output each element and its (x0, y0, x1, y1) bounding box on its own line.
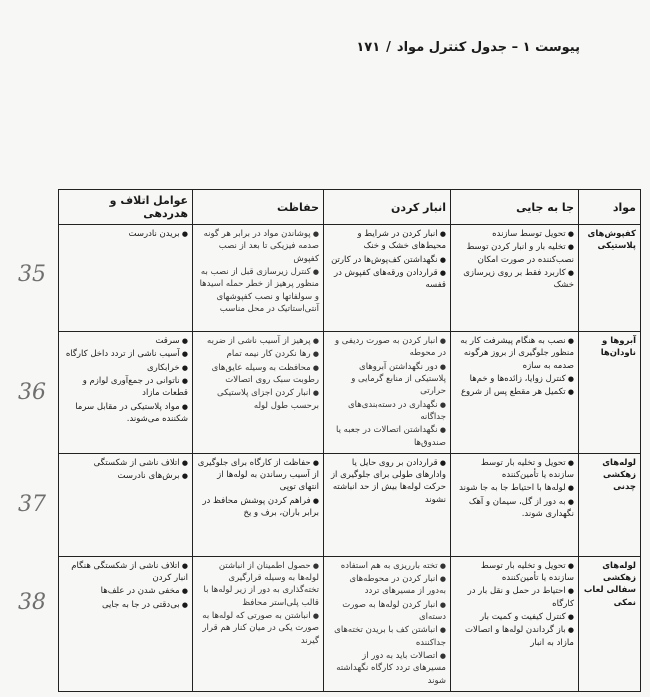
list-item: ● اتلاف ناشی از شکستگی (63, 457, 188, 469)
storage-list (328, 335, 446, 449)
material-cell: لوله‌های زهکشی چدنی (579, 453, 641, 556)
protection-cell (193, 453, 324, 556)
header-material: مواد (579, 190, 641, 225)
storage-cell (324, 556, 451, 691)
protection-list (197, 457, 319, 520)
list-item: ● انبار کردن به صورت ردیفی و در محوطه (328, 335, 446, 360)
header-placement: جا به جایی (451, 190, 579, 225)
list-item: ● مواد پلاستیکی در مقابل سرما شکننده می‌شوند. (63, 401, 188, 426)
material-control-table (58, 189, 641, 692)
list-item: ● مخفی شدن در علف‌ها (63, 585, 188, 597)
storage-list (328, 228, 446, 292)
placement-cell (451, 453, 579, 556)
list-item: ● انبار کردن لوله‌ها به صورت دسته‌ای (328, 599, 446, 624)
table-row (59, 332, 641, 454)
protection-cell (193, 556, 324, 691)
list-item: ● تحویل توسط سازنده (455, 228, 574, 240)
waste-cell (59, 453, 193, 556)
storage-cell (324, 332, 451, 454)
storage-cell (324, 453, 451, 556)
protection-list (197, 228, 319, 315)
margin-note: 36 (18, 380, 46, 405)
list-item: ● به دور از گل، سیمان و آهک نگهداری شوند. (455, 496, 574, 521)
list-item: ● محافظت به وسیله عایق‌های رطوبت سبک روی اتصالات (197, 362, 319, 387)
list-item: ● فراهم کردن پوشش محافظ در برابر باران، برف و یخ (197, 495, 319, 520)
waste-list (63, 335, 188, 425)
waste-cell (59, 225, 193, 332)
margin-note: 37 (18, 492, 46, 517)
protection-list (197, 335, 319, 412)
list-item: ● انبار کردن اجزای پلاستیکی برحسب طول لوله (197, 387, 319, 412)
material-cell: کفپوش‌های پلاستیکی (579, 225, 641, 332)
table-row (59, 225, 641, 332)
waste-list (63, 457, 188, 483)
margin-note: 35 (18, 262, 46, 287)
protection-cell (193, 225, 324, 332)
margin-note: 38 (18, 590, 46, 615)
storage-list (328, 457, 446, 506)
list-item: ● پرهیز از آسیب ناشی از ضربه (197, 335, 319, 347)
list-item: ● بی‌دقتی در جا به جایی (63, 599, 188, 611)
waste-cell (59, 556, 193, 691)
list-item: ● تخته بارریزی به هم استفاده (328, 560, 446, 572)
header-protection: حفاظت (193, 190, 324, 225)
list-item: ● رها نکردن کار نیمه تمام (197, 348, 319, 360)
list-item: ● نگهداشتن کف‌پوش‌ها در کارتن (328, 254, 446, 266)
page-header: پیوست ۱ – جدول کنترل مواد/۱۷۱ (356, 40, 580, 55)
storage-list (328, 560, 446, 687)
header-waste: عوامل اتلاف و هدردهی (59, 190, 193, 225)
header-storage: انبار کردن (324, 190, 451, 225)
list-item: ● قراردادن ورقه‌های کفپوش در قفسه (328, 267, 446, 292)
list-item: ● کنترل زیرسازی قبل از نصب به منظور پرهیز از خطر حمله اسیدها و سولفاتها و نصب کفپوشهای آنتی‌استاتیک در محل مناسب (197, 266, 319, 315)
waste-list (63, 228, 188, 240)
list-item: ● انباشتن به صورتی که لوله‌ها به صورت یکی در میان کنار هم قرار گیرند (197, 610, 319, 647)
storage-cell (324, 225, 451, 332)
list-item: ● بریدن نادرست (63, 228, 188, 240)
protection-cell (193, 332, 324, 454)
list-item: ● ناتوانی در جمع‌آوری لوازم و قطعات مازاد (63, 375, 188, 400)
list-item: ● خرابکاری (63, 362, 188, 374)
page-title: پیوست ۱ – جدول کنترل مواد (396, 40, 580, 55)
list-item: ● کاربرد فقط بر روی زیرسازی خشک (455, 267, 574, 292)
list-item: ● نصب به هنگام پیشرفت کار به منظور جلوگیری از بروز هرگونه صدمه به سازه (455, 335, 574, 372)
material-cell: لوله‌های زهکشی سفالی لعاب نمکی (579, 556, 641, 691)
placement-list (455, 228, 574, 292)
list-item: ● باز گرداندن لوله‌ها و اتصالات مازاد به انبار (455, 624, 574, 649)
list-item: ● پوشاندن مواد در برابر هر گونه صدمه فیزیکی تا بعد از نصب کفپوش (197, 228, 319, 265)
list-item: ● کنترل کیفیت و کمیت بار (455, 611, 574, 623)
list-item: ● سرقت (63, 335, 188, 347)
list-item: ● احتیاط در حمل و نقل بار در کارگاه (455, 585, 574, 610)
material-cell: آبروها و ناودان‌ها (579, 332, 641, 454)
list-item: ● قراردادن بر روی حایل یا وادارهای طولی برای جلوگیری از حرکت لوله‌ها بیش از حد انباشته نشوند (328, 457, 446, 506)
list-item: ● تکمیل هر مقطع پس از شروع (455, 386, 574, 398)
list-item: ● انبار کردن در محوطه‌های به‌دور از مسیرهای تردد (328, 573, 446, 598)
list-item: ● لوله‌ها با احتیاط جا به جا شوند (455, 482, 574, 494)
table-row (59, 453, 641, 556)
placement-list (455, 457, 574, 521)
list-item: ● اتلاف ناشی از شکستگی هنگام انبار کردن (63, 560, 188, 585)
list-item: ● آسیب ناشی از تردد داخل کارگاه (63, 348, 188, 360)
page-number: ۱۷۱ (356, 40, 381, 55)
placement-cell (451, 225, 579, 332)
list-item: ● نگهداشتن اتصالات در جعبه یا صندوق‌ها (328, 424, 446, 449)
placement-list (455, 335, 574, 399)
list-item: ● حفاظت از کارگاه برای جلوگیری از آسیب رساندن به لوله‌ها از انتهای توپی (197, 457, 319, 494)
list-item: ● دور نگهداشتن آبروهای پلاستیکی از منابع گرمایی و حرارتی (328, 361, 446, 398)
list-item: ● تحویل و تخلیه بار توسط سازنده یا تأمین‌کننده (455, 560, 574, 585)
placement-cell (451, 556, 579, 691)
list-item: ● تحویل و تخلیه بار توسط سازنده یا تأمین‌کننده (455, 457, 574, 482)
waste-list (63, 560, 188, 611)
waste-cell (59, 332, 193, 454)
placement-list (455, 560, 574, 649)
list-item: ● کنترل زوایا، زائده‌ها و خم‌ها (455, 373, 574, 385)
list-item: ● حصول اطمینان از انباشتن لوله‌ها به وسیله قرارگیری تخته‌گذاری به دور از زیر لوله‌ها با قالب پلی‌استر محافظ (197, 560, 319, 609)
table-header-row (59, 190, 641, 225)
list-item: ● تخلیه بار و انبار کردن توسط نصب‌کننده در صورت امکان (455, 241, 574, 266)
list-item: ● انباشتن کف با بریدن تخته‌های جداکننده (328, 624, 446, 649)
list-item: ● برش‌های نادرست (63, 470, 188, 482)
list-item: ● انبار کردن در شرایط و محیط‌های خشک و خنک (328, 228, 446, 253)
placement-cell (451, 332, 579, 454)
list-item: ● اتصالات باید به دور از مسیرهای تردد کارگاه نگهداشته شوند (328, 650, 446, 687)
protection-list (197, 560, 319, 647)
table-row (59, 556, 641, 691)
list-item: ● نگهداری در دسته‌بندی‌های جداگانه (328, 399, 446, 424)
